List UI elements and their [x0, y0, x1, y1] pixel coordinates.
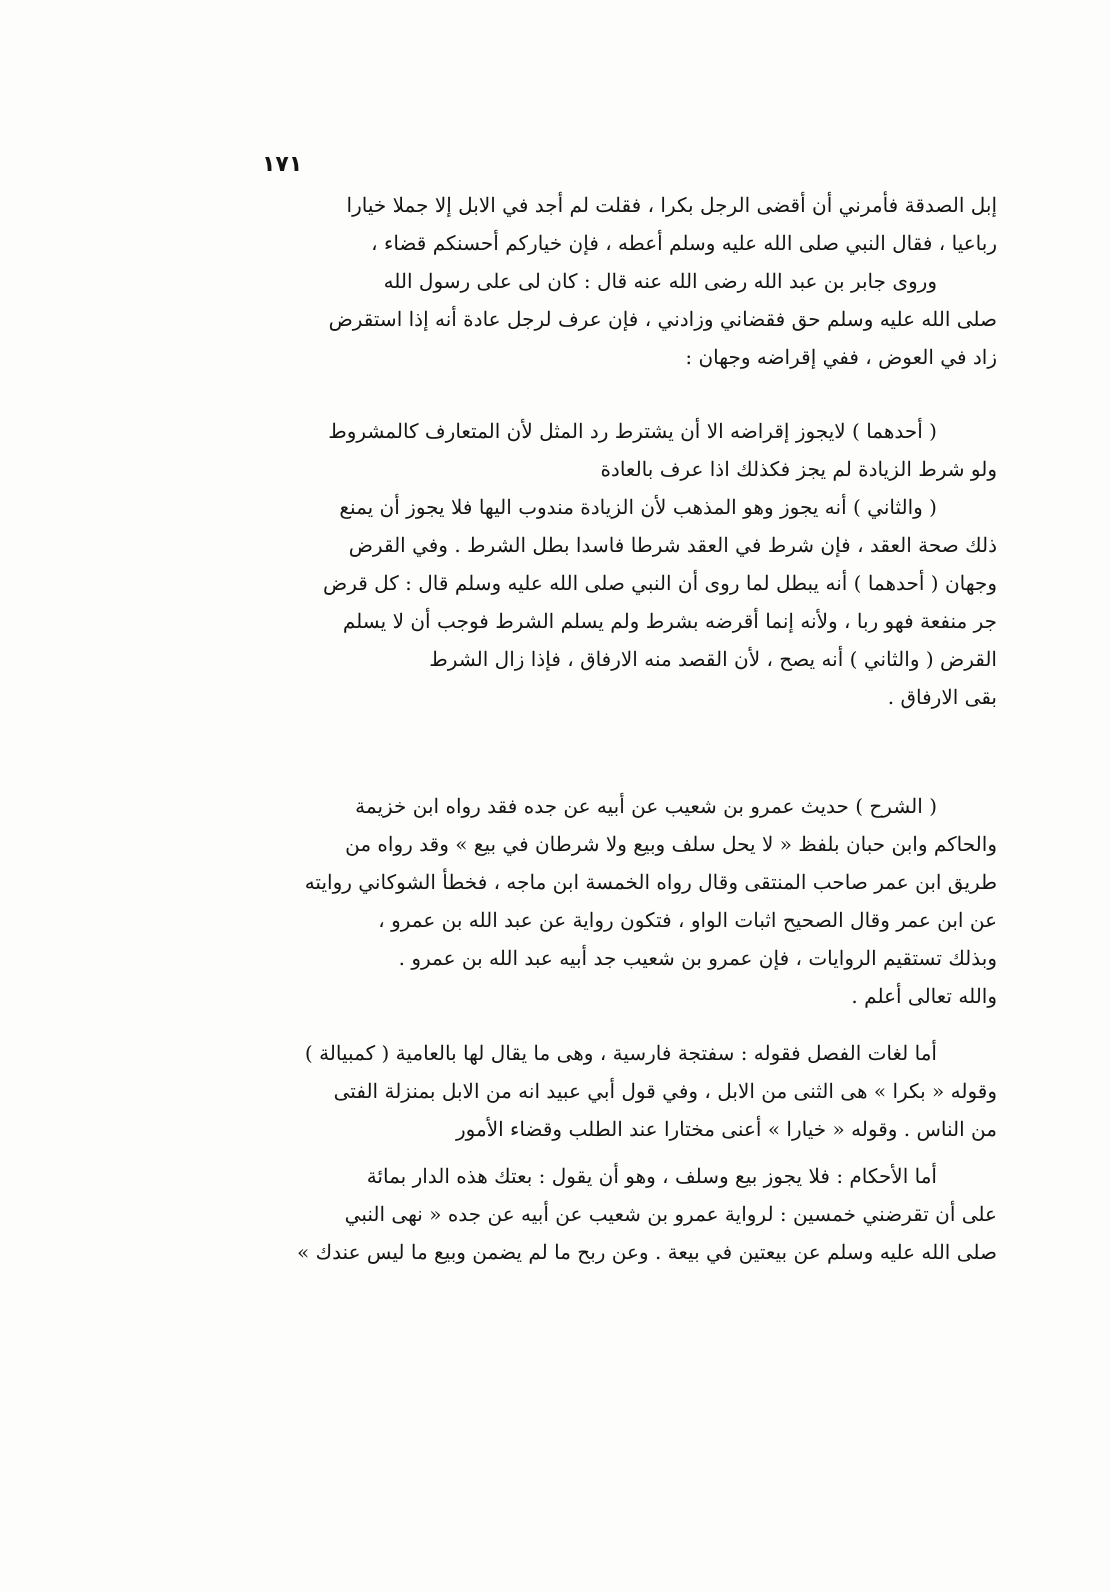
text-line: وبذلك تستقيم الروايات ، فإن عمرو بن شعيب جد أبيه عبد الله بن عمرو . — [398, 946, 997, 970]
text-line: زاد في العوض ، ففي إقراضه وجهان : — [685, 345, 997, 369]
text-line: على أن تقرضني خمسين : لرواية عمرو بن شعيب عن أبيه عن جده « نهى النبي — [344, 1202, 997, 1226]
text-line: والحاكم وابن حبان بلفظ « لا يحل سلف وبيع ولا شرطان في بيع » وقد رواه من — [345, 832, 997, 856]
text-line: طريق ابن عمر صاحب المنتقى وقال رواه الخمسة ابن ماجه ، فخطأ الشوكاني روايته — [304, 870, 997, 894]
paragraph-first-view — [225, 412, 997, 488]
text-line: ( الشرح ) حديث عمرو بن شعيب عن أبيه عن جده فقد رواه ابن خزيمة — [355, 794, 937, 818]
text-line: القرض ( والثاني ) أنه يصح ، لأن القصد منه الارفاق ، فإذا زال الشرط — [429, 647, 997, 671]
text-line: ذلك صحة العقد ، فإن شرط في العقد شرطا فاسدا بطل الشرط . وفي القرض — [348, 533, 997, 557]
text-line: أما لغات الفصل فقوله : سفتجة فارسية ، وهى ما يقال لها بالعامية ( كمبيالة ) — [304, 1041, 937, 1065]
paragraph-vocabulary — [225, 1034, 997, 1148]
text-line: رباعيا ، فقال النبي صلى الله عليه وسلم أعطه ، فإن خياركم أحسنكم قضاء ، — [371, 231, 997, 255]
text-line: صلى الله عليه وسلم عن بيعتين في بيعة . وعن ربح ما لم يضمن وبيع ما ليس عندك » — [296, 1240, 997, 1264]
text-line: عن ابن عمر وقال الصحيح اثبات الواو ، فتكون رواية عن عبد الله بن عمرو ، — [378, 908, 997, 932]
text-line: ولو شرط الزيادة لم يجز فكذلك اذا عرف بالعادة — [600, 457, 997, 481]
text-line: إبل الصدقة فأمرني أن أقضى الرجل بكرا ، فقلت لم أجد في الابل إلا جملا خيارا — [346, 193, 997, 217]
text-line: وروى جابر بن عبد الله رضى الله عنه قال : كان لى على رسول الله — [383, 269, 937, 293]
text-line: ( والثاني ) أنه يجوز وهو المذهب لأن الزيادة مندوب اليها فلا يجوز أن يمنع — [339, 495, 937, 519]
paragraph-intro — [225, 186, 997, 376]
text-line: وجهان ( أحدهما ) أنه يبطل لما روى أن النبي صلى الله عليه وسلم قال : كل قرض — [323, 571, 997, 595]
page-number: ١٧١ — [262, 152, 303, 177]
text-line: من الناس . وقوله « خيارا » أعنى مختارا عند الطلب وقضاء الأمور — [456, 1117, 997, 1141]
paragraph-commentary — [225, 787, 997, 1015]
text-line: ( أحدهما ) لايجوز إقراضه الا أن يشترط رد المثل لأن المتعارف كالمشروط — [328, 419, 937, 443]
text-line: بقى الارفاق . — [887, 685, 997, 709]
text-line: جر منفعة فهو ربا ، ولأنه إنما أقرضه بشرط ولم يسلم الشرط فوجب أن لا يسلم — [342, 609, 997, 633]
text-line: أما الأحكام : فلا يجوز بيع وسلف ، وهو أن يقول : بعتك هذه الدار بمائة — [366, 1164, 937, 1188]
paragraph-second-view — [225, 488, 997, 716]
text-line: والله تعالى أعلم . — [851, 984, 997, 1008]
paragraph-rulings — [225, 1157, 997, 1271]
text-line: وقوله « بكرا » هى الثنى من الابل ، وفي قول أبي عبيد انه من الابل بمنزلة الفتى — [333, 1079, 997, 1103]
text-line: صلى الله عليه وسلم حق فقضاني وزادني ، فإن عرف لرجل عادة أنه إذا استقرض — [328, 307, 997, 331]
